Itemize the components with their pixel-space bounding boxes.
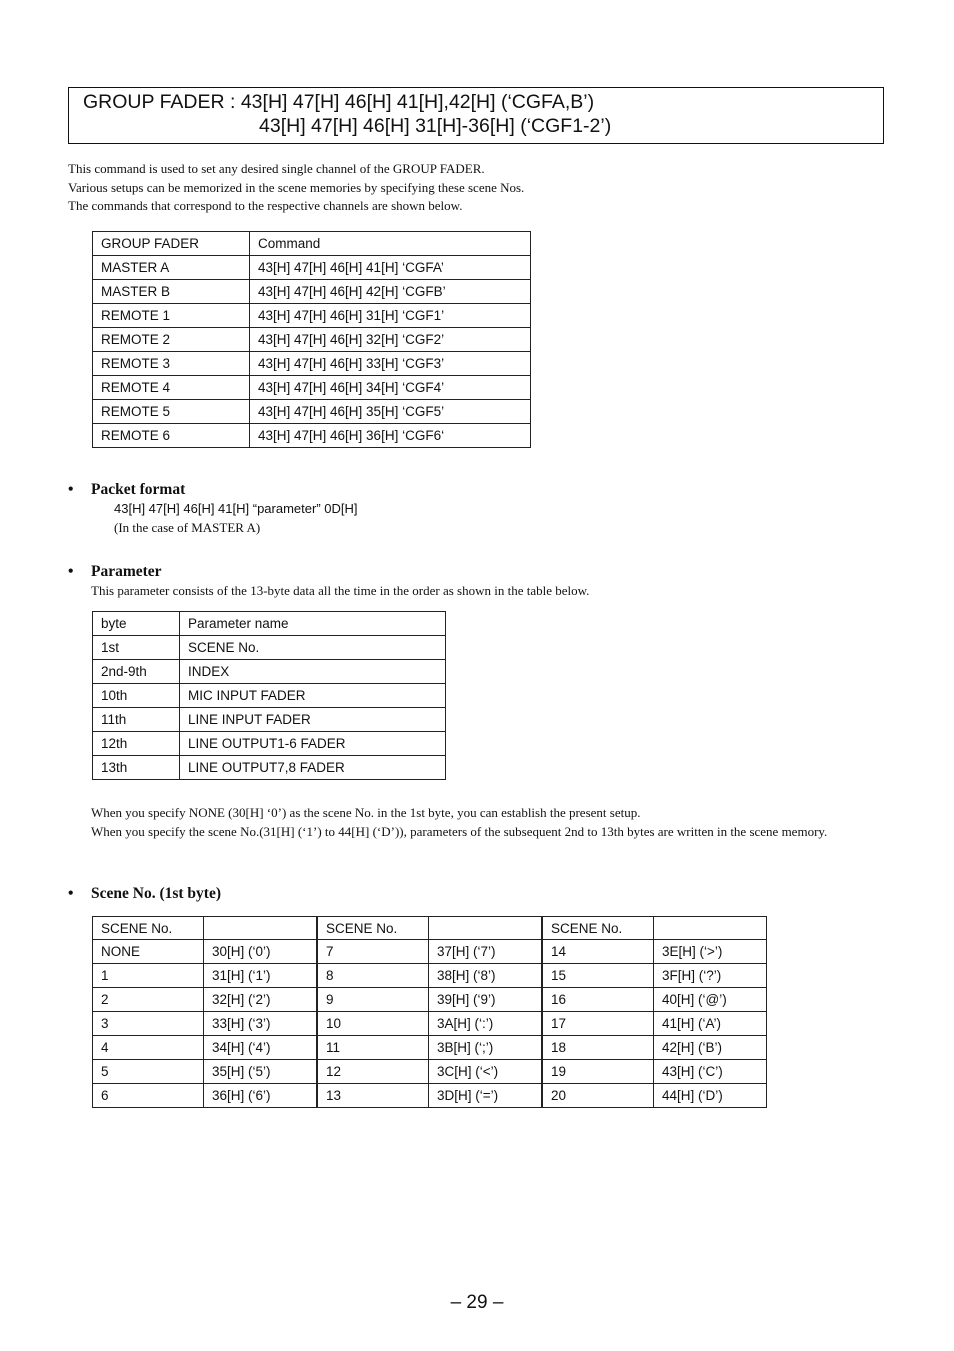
parameter-description: This parameter consists of the 13-byte data all the time in the order as shown in the table below. <box>91 583 590 598</box>
table-header-row <box>92 916 767 940</box>
table-cell: 43[H] 47[H] 46[H] 33[H] ‘CGF3’ <box>250 352 531 376</box>
table-cell: 43[H] 47[H] 46[H] 32[H] ‘CGF2’ <box>250 328 531 352</box>
parameter-table <box>92 611 446 780</box>
table-cell: 10th <box>93 684 180 708</box>
table-cell: INDEX <box>180 660 446 684</box>
table-row <box>92 1036 767 1060</box>
table-row <box>92 1060 767 1084</box>
table-cell: 43[H] 47[H] 46[H] 31[H] ‘CGF1’ <box>250 304 531 328</box>
page-title-line-1: GROUP FADER : 43[H] 47[H] 46[H] 41[H],42[H] (‘CGFA,B’) <box>83 91 595 113</box>
header-cell: GROUP FADER <box>93 232 250 256</box>
table-cell: 7 <box>317 940 429 964</box>
parameter-heading <box>68 563 162 581</box>
header-cell: SCENE No. <box>92 916 204 940</box>
table-cell: REMOTE 4 <box>93 376 250 400</box>
table-cell: NONE <box>92 940 204 964</box>
table-row <box>92 988 767 1012</box>
table-row <box>93 352 531 376</box>
command-table <box>92 231 531 448</box>
header-cell: SCENE No. <box>542 916 654 940</box>
table-cell: 38[H] (‘8’) <box>429 964 542 988</box>
table-row <box>92 940 767 964</box>
header-cell <box>429 916 542 940</box>
packet-format-command: 43[H] 47[H] 46[H] 41[H] “parameter” 0D[H] <box>114 501 358 516</box>
table-cell: 32[H] (‘2’) <box>204 988 317 1012</box>
table-cell: 40[H] (‘@’) <box>654 988 767 1012</box>
table-row <box>93 660 446 684</box>
table-cell: REMOTE 6 <box>93 424 250 448</box>
table-row <box>93 684 446 708</box>
table-row <box>93 424 531 448</box>
table-cell: MIC INPUT FADER <box>180 684 446 708</box>
table-row <box>92 1012 767 1036</box>
table-cell: 17 <box>542 1012 654 1036</box>
table-cell: 5 <box>92 1060 204 1084</box>
table-cell: MASTER A <box>93 256 250 280</box>
table-row <box>93 256 531 280</box>
table-cell: LINE OUTPUT1-6 FADER <box>180 732 446 756</box>
bullet: • <box>68 563 74 580</box>
page-title-line-2: 43[H] 47[H] 46[H] 31[H]-36[H] (‘CGF1-2’) <box>259 115 612 137</box>
table-cell: 43[H] 47[H] 46[H] 41[H] ‘CGFA’ <box>250 256 531 280</box>
table-row <box>93 756 446 780</box>
table-cell: 10 <box>317 1012 429 1036</box>
table-row <box>93 280 531 304</box>
table-cell: REMOTE 1 <box>93 304 250 328</box>
table-cell: 3D[H] (‘=’) <box>429 1084 542 1108</box>
table-cell: 44[H] (‘D’) <box>654 1084 767 1108</box>
table-cell: 33[H] (‘3’) <box>204 1012 317 1036</box>
table-cell: 42[H] (‘B’) <box>654 1036 767 1060</box>
header-cell: SCENE No. <box>317 916 429 940</box>
header-cell <box>654 916 767 940</box>
table-cell: 4 <box>92 1036 204 1060</box>
table-cell: 3F[H] (‘?’) <box>654 964 767 988</box>
table-row <box>93 708 446 732</box>
table-cell: 3A[H] (‘:’) <box>429 1012 542 1036</box>
table-cell: 31[H] (‘1’) <box>204 964 317 988</box>
table-cell: 3B[H] (‘;’) <box>429 1036 542 1060</box>
table-cell: 1st <box>93 636 180 660</box>
table-cell: 34[H] (‘4’) <box>204 1036 317 1060</box>
table-cell: 13th <box>93 756 180 780</box>
table-cell: 2nd-9th <box>93 660 180 684</box>
table-row <box>92 964 767 988</box>
table-cell: 19 <box>542 1060 654 1084</box>
table-cell: 43[H] 47[H] 46[H] 34[H] ‘CGF4’ <box>250 376 531 400</box>
intro-line: The commands that correspond to the respective channels are shown below. <box>68 198 463 214</box>
table-cell: 11th <box>93 708 180 732</box>
table-row <box>93 732 446 756</box>
table-cell: 18 <box>542 1036 654 1060</box>
table-header-row <box>93 612 446 636</box>
table-cell: 30[H] (‘0’) <box>204 940 317 964</box>
scene-table <box>92 916 767 1108</box>
table-cell: 2 <box>92 988 204 1012</box>
table-cell: 3E[H] (‘>’) <box>654 940 767 964</box>
header-cell: byte <box>93 612 180 636</box>
table-cell: MASTER B <box>93 280 250 304</box>
packet-format-heading <box>68 481 185 499</box>
heading-text: Parameter <box>91 563 162 580</box>
table-cell: REMOTE 3 <box>93 352 250 376</box>
table-cell: 35[H] (‘5’) <box>204 1060 317 1084</box>
table-cell: REMOTE 2 <box>93 328 250 352</box>
table-cell: 43[H] 47[H] 46[H] 42[H] ‘CGFB’ <box>250 280 531 304</box>
table-row <box>93 376 531 400</box>
table-cell: 1 <box>92 964 204 988</box>
table-cell: 43[H] 47[H] 46[H] 36[H] ‘CGF6‘ <box>250 424 531 448</box>
heading-text: Packet format <box>91 481 186 498</box>
page-number: – 29 – <box>450 1292 504 1313</box>
header-cell: Parameter name <box>180 612 446 636</box>
table-row <box>93 304 531 328</box>
table-cell: 36[H] (‘6’) <box>204 1084 317 1108</box>
intro-line: Various setups can be memorized in the scene memories by specifying these scene Nos. <box>68 179 525 195</box>
table-cell: 12th <box>93 732 180 756</box>
table-cell: 14 <box>542 940 654 964</box>
bullet: • <box>68 481 74 498</box>
table-row <box>93 400 531 424</box>
table-cell: 43[H] 47[H] 46[H] 35[H] ‘CGF5’ <box>250 400 531 424</box>
table-cell: 43[H] (‘C’) <box>654 1060 767 1084</box>
table-cell: 12 <box>317 1060 429 1084</box>
table-cell: SCENE No. <box>180 636 446 660</box>
table-cell: 15 <box>542 964 654 988</box>
table-row <box>93 328 531 352</box>
heading-text: Scene No. (1st byte) <box>91 885 222 902</box>
header-cell <box>204 916 317 940</box>
bullet: • <box>68 885 74 902</box>
page-title-box <box>68 87 884 144</box>
table-cell: 3C[H] (‘<’) <box>429 1060 542 1084</box>
packet-format-note: (In the case of MASTER A) <box>114 520 261 535</box>
intro-line: This command is used to set any desired single channel of the GROUP FADER. <box>68 161 485 176</box>
table-cell: 13 <box>317 1084 429 1108</box>
table-cell: REMOTE 5 <box>93 400 250 424</box>
table-row <box>93 636 446 660</box>
table-cell: LINE OUTPUT7,8 FADER <box>180 756 446 780</box>
table-cell: 9 <box>317 988 429 1012</box>
table-row <box>92 1084 767 1108</box>
table-cell: 37[H] (‘7’) <box>429 940 542 964</box>
table-cell: 16 <box>542 988 654 1012</box>
intro-text <box>68 160 524 216</box>
table-cell: 3 <box>92 1012 204 1036</box>
table-cell: 8 <box>317 964 429 988</box>
table-cell: 11 <box>317 1036 429 1060</box>
table-cell: 41[H] (‘A’) <box>654 1012 767 1036</box>
parameter-notes <box>91 804 871 841</box>
table-header-row <box>93 232 531 256</box>
header-cell: Command <box>250 232 531 256</box>
scene-heading <box>68 885 221 903</box>
table-cell: LINE INPUT FADER <box>180 708 446 732</box>
table-cell: 6 <box>92 1084 204 1108</box>
table-cell: 39[H] (‘9’) <box>429 988 542 1012</box>
note-line: When you specify the scene No.(31[H] (‘1’) to 44[H] (‘D’)), parameters of the subsequent 2nd to 13th bytes are written in the scene memory. <box>91 823 828 839</box>
note-line: When you specify NONE (30[H] ‘0’) as the scene No. in the 1st byte, you can establish the present setup. <box>91 805 641 820</box>
table-cell: 20 <box>542 1084 654 1108</box>
